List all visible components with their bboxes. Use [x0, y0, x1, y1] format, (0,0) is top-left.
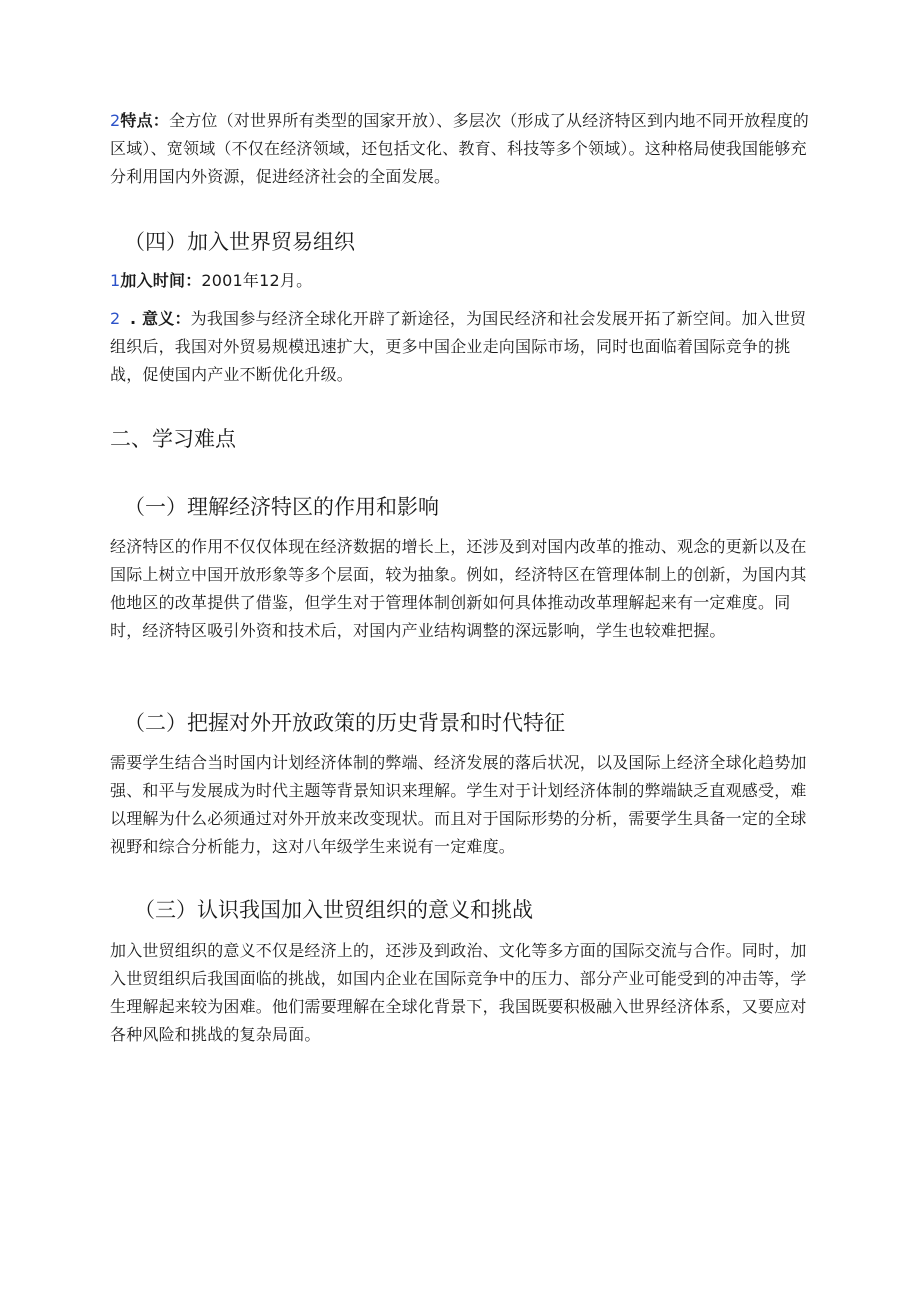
wto-meaning-item	[110, 305, 810, 389]
list-number: 1	[110, 271, 121, 290]
difficulties-heading: 二、学习难点	[110, 427, 236, 451]
list-number: 2	[110, 309, 121, 328]
features-text: 全方位（对世界所有类型的国家开放）、多层次（形成了从经济特区到内地不同开放程度的区域）、宽领域（不仅在经济领域，还包括文化、教育、科技等多个领域）。这种格局使我国能够充分利用国内外资源，促进经济社会的全面发展。	[110, 111, 810, 186]
difficulty-1-heading: （一）理解经济特区的作用和影响	[124, 495, 439, 519]
difficulty-3-heading: （三）认识我国加入世贸组织的意义和挑战	[134, 898, 533, 922]
features-label: 特点：	[120, 111, 169, 130]
wto-time-value: 2001年12月。	[201, 271, 313, 290]
list-number: 2	[110, 111, 121, 130]
wto-heading: （四）加入世界贸易组织	[124, 230, 355, 254]
difficulty-2-heading: （二）把握对外开放政策的历史背景和时代特征	[124, 711, 565, 735]
wto-meaning-text: 为我国参与经济全球化开辟了新途径，为国民经济和社会发展开拓了新空间。加入世贸组织后，我国对外贸易规模迅速扩大，更多中国企业走向国际市场，同时也面临着国际竞争的挑战，促使国内产业不断优化升级。	[110, 309, 807, 384]
difficulty-1-text: 经济特区的作用不仅仅体现在经济数据的增长上，还涉及到对国内改革的推动、观念的更新以及在国际上树立中国开放形象等多个层面，较为抽象。例如，经济特区在管理体制上的创新，为国内其他地区的改革提供了借鉴，但学生对于管理体制创新如何具体推动改革理解起来有一定难度。同时，经济特区吸引外资和技术后，对国内产业结构调整的深远影响，学生也较难把握。	[110, 537, 807, 640]
wto-meaning-label: . 意义：	[130, 309, 191, 328]
wto-time-item	[110, 267, 810, 295]
difficulty-2-text: 需要学生结合当时国内计划经济体制的弊端、经济发展的落后状况，以及国际上经济全球化趋势加强、和平与发展成为时代主题等背景知识来理解。学生对于计划经济体制的弊端缺乏直观感受，难以理解为什么必须通过对外开放来改变现状。而且对于国际形势的分析，需要学生具备一定的全球视野和综合分析能力，这对八年级学生来说有一定难度。	[110, 753, 807, 856]
features-paragraph	[110, 107, 810, 191]
wto-time-label: 加入时间：	[120, 271, 202, 290]
difficulty-3-text: 加入世贸组织的意义不仅是经济上的，还涉及到政治、文化等多方面的国际交流与合作。同时，加入世贸组织后我国面临的挑战，如国内企业在国际竞争中的压力、部分产业可能受到的冲击等，学生理解起来较为困难。他们需要理解在全球化背景下，我国既要积极融入世界经济体系，又要应对各种风险和挑战的复杂局面。	[110, 941, 807, 1044]
